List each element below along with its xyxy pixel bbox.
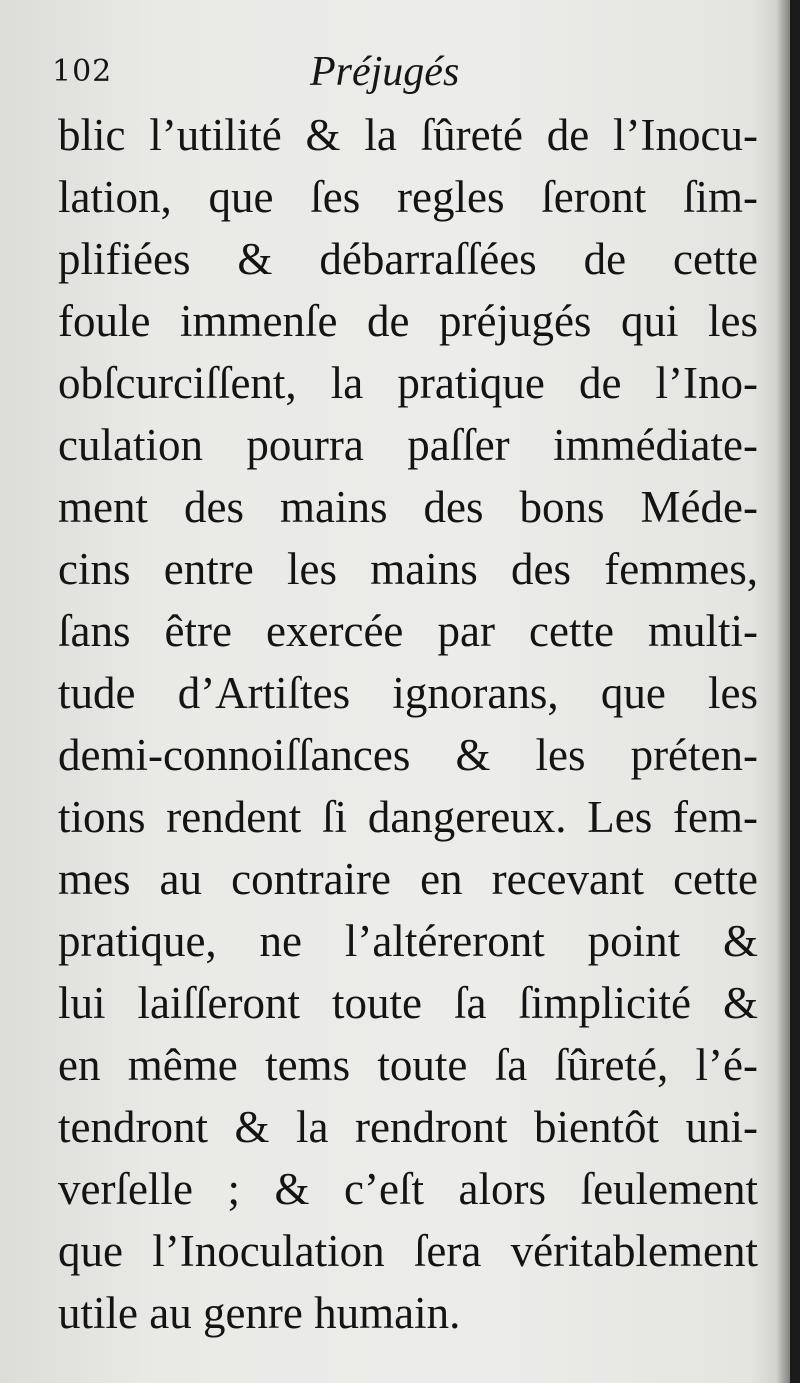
text-line: tude d’Artiſtes ignorans, que les [58,668,758,718]
text-line: cins entre les mains des femmes, [58,544,758,594]
text-line: plifiées & débarraſſées de cette [58,234,758,284]
body-text [58,104,758,1344]
text-line: mes au contraire en recevant cette [58,854,758,904]
text-line: obſcurciſſent, la pratique de l’Ino- [58,358,758,408]
text-line: ment des mains des bons Méde- [58,482,758,532]
text-line: lui laiſſeront toute ſa ſimplicité & [58,978,758,1028]
text-line: culation pourra paſſer immédiate- [58,420,758,470]
running-head: Préjugés [310,49,460,95]
text-line: que l’Inoculation ſera véritablement [58,1226,758,1276]
text-line: blic l’utilité & la ſûreté de l’Inocu- [58,110,758,160]
text-line: tendront & la rendront bientôt uni- [58,1102,758,1152]
text-line: verſelle ; & c’eſt alors ſeulement [58,1164,758,1214]
text-line-last: utile au genre humain. [58,1288,461,1338]
text-line: tions rendent ſi dangereux. Les fem- [58,792,758,842]
text-line: foule immenſe de préjugés qui les [58,296,758,346]
text-line: ſans être exercée par cette multi- [58,606,758,656]
page-header [52,48,742,108]
text-line: en même tems toute ſa ſûreté, l’é- [58,1040,758,1090]
text-line: pratique, ne l’altéreront point & [58,916,758,966]
text-line: lation, que ſes regles ſeront ſim- [58,172,758,222]
text-line: demi-connoiſſances & les préten- [58,730,758,780]
page-number: 102 [52,54,113,89]
